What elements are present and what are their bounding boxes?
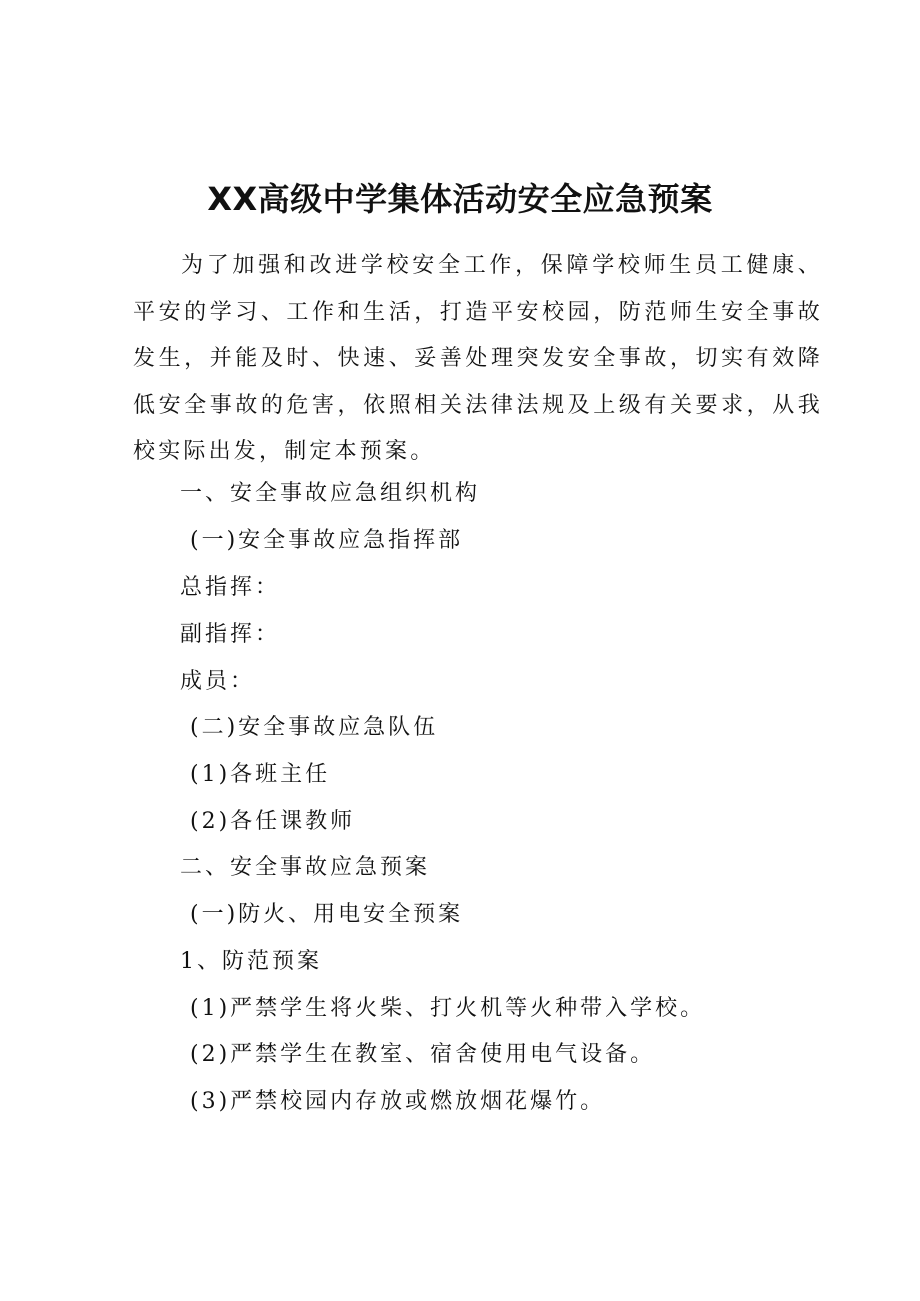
intro-paragraph: 为了加强和改进学校安全工作，保障学校师生员工健康、平安的学习、工作和生活，打造平安校园，防范师生安全事故发生，并能及时、快速、妥善处理突发安全事故，切实有效降低安全事故的危害，依照相关法律法规及上级有关要求，从我校实际出发，制定本预案。: [133, 253, 823, 465]
subsection-heading-1-1: (一)安全事故应急指挥部: [190, 528, 464, 553]
list-item: (3)严禁校园内存放或燃放烟花爆竹。: [190, 1089, 606, 1114]
subsection-heading-1-2: (二)安全事故应急队伍: [190, 715, 439, 740]
document-title: XX高级中学集体活动安全应急预案: [207, 180, 713, 218]
section-heading-2: 二、安全事故应急预案: [180, 855, 431, 880]
chief-commander-line: 总指挥：: [180, 575, 281, 600]
deputy-commander-line: 副指挥：: [180, 622, 281, 647]
section-heading-1: 一、安全事故应急组织机构: [180, 481, 481, 506]
members-line: 成员：: [180, 669, 256, 694]
list-item: (1)各班主任: [190, 762, 331, 787]
list-item: (2)严禁学生在教室、宿舍使用电气设备。: [190, 1042, 656, 1067]
subsection-heading-2-1: (一)防火、用电安全预案: [190, 902, 464, 927]
list-item: (1)严禁学生将火柴、打火机等火种带入学校。: [190, 996, 706, 1021]
list-item: (2)各任课教师: [190, 809, 356, 834]
numbered-heading: 1、防范预案: [180, 949, 322, 974]
